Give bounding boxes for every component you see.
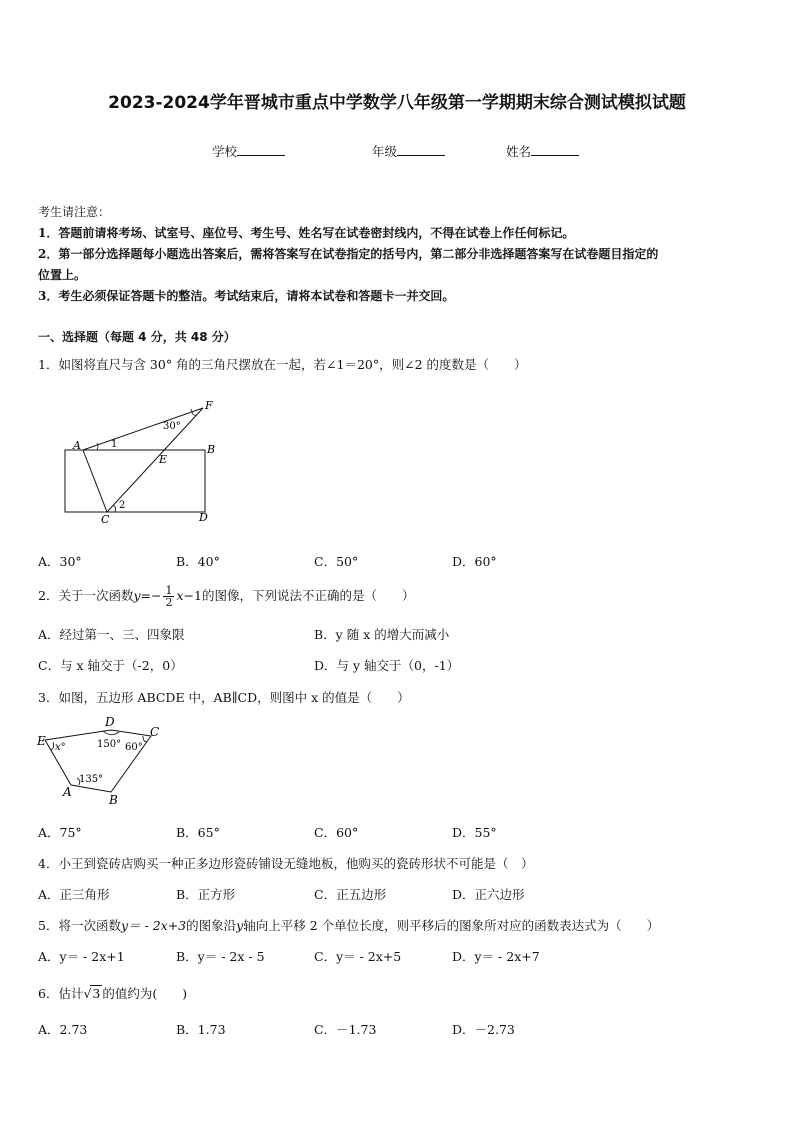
angle-150-arc (103, 731, 119, 735)
q5-option-a[interactable]: A．y＝ - 2x+1 (38, 949, 125, 964)
q3-option-a[interactable]: A．75° (38, 825, 82, 840)
label-d: D (199, 511, 208, 524)
section-heading: 一、选择题（每题 4 分，共 48 分） (38, 330, 236, 344)
label-a: A (73, 439, 81, 452)
q2-stem-pre: 2．关于一次函数 (38, 588, 134, 603)
q5-stem (38, 916, 659, 934)
q6-option-d[interactable]: D．－2.73 (452, 1022, 515, 1037)
q5-function: y＝ - 2x+3 (120, 918, 187, 933)
q2-option-b[interactable]: B．y 随 x 的增大而减小 (314, 627, 450, 642)
label-c: C (101, 513, 110, 526)
notice-item: 1．答题前请将考场、试室号、座位号、考生号、姓名写在试卷密封线内，不得在试卷上作任何标记。 (38, 226, 575, 240)
q5-option-b[interactable]: B．y＝ - 2x - 5 (176, 949, 265, 964)
notice-item: 2．第一部分选择题每小题选出答案后，需将答案写在试卷指定的括号内，第二部分非选择题答案写在试卷题目指定的 (38, 247, 659, 261)
school-label: 学校 (212, 144, 238, 159)
angle2-arc (113, 505, 116, 512)
q6-option-c[interactable]: C．－1.73 (314, 1022, 377, 1037)
q2-option-c[interactable]: C．与 x 轴交于（-2，0） (38, 658, 183, 673)
grade-label: 年级 (372, 144, 398, 159)
page-title: 2023-2024学年晋城市重点中学数学八年级第一学期期末综合测试模拟试题 (108, 93, 686, 113)
q5-stem-pre: 5．将一次函数 (38, 918, 121, 933)
q1-option-a[interactable]: A．30° (38, 554, 82, 569)
triangle-side-af (83, 408, 203, 450)
q2-numerator: 1 (165, 584, 173, 597)
q5-option-c[interactable]: C．y＝ - 2x+5 (314, 949, 402, 964)
label-c: C (150, 725, 160, 739)
notice-item: 3．考生必须保证答题卡的整洁。考试结束后，请将本试卷和答题卡一并交回。 (38, 289, 455, 303)
notice-heading: 考生请注意： (38, 205, 111, 219)
q4-option-d[interactable]: D．正六边形 (452, 887, 525, 902)
name-blank (531, 143, 579, 156)
q6-option-a[interactable]: A．2.73 (38, 1022, 88, 1037)
q2-stem-post: 的图像，下列说法不正确的是（ ） (201, 588, 415, 603)
triangle-side-ac (83, 450, 107, 512)
q4-option-a[interactable]: A．正三角形 (38, 887, 110, 902)
notice-item: 位置上。 (38, 268, 87, 282)
q2-option-d[interactable]: D．与 y 轴交于（0，-1） (314, 658, 460, 673)
q2-denominator: 2 (165, 596, 173, 609)
q2-option-a[interactable]: A．经过第一、三、四象限 (38, 627, 185, 642)
label-b: B (109, 793, 118, 807)
q2-minus-one: −1 (183, 588, 202, 603)
q2-stem (38, 580, 415, 612)
q5-stem-post: 轴向上平移 2 个单位长度，则平移后的图象所对应的函数表达式为（ ） (243, 918, 660, 933)
label-e: E (159, 453, 168, 466)
school-blank (237, 143, 285, 156)
label-d: D (105, 715, 115, 729)
label-f: F (205, 399, 213, 412)
label-135: 135° (79, 774, 104, 785)
q5-axis: y (236, 918, 244, 933)
label-b: B (207, 443, 216, 456)
label-a: A (63, 785, 72, 799)
q3-stem: 3．如图，五边形 ABCDE 中，AB∥CD，则图中 x 的值是（ ） (38, 690, 410, 705)
q4-stem: 4．小王到瓷砖店购买一种正多边形瓷砖铺设无缝地板，他购买的瓷砖形状不可能是（ ） (38, 856, 534, 871)
angle-60-arc (143, 736, 147, 742)
q2-y-var: y (133, 588, 141, 603)
q6-stem (38, 984, 187, 1002)
q3-option-d[interactable]: D．55° (452, 825, 497, 840)
q6-radical: 3 (92, 986, 101, 1001)
name-label: 姓名 (506, 144, 532, 159)
q2-eq: =− (140, 588, 162, 603)
angle-x-arc (51, 742, 54, 750)
school-field (212, 142, 285, 160)
grade-field (372, 142, 445, 160)
q2-x-term: x (176, 588, 184, 603)
label-e: E (37, 734, 46, 748)
q1-option-b[interactable]: B．40° (176, 554, 220, 569)
sqrt-icon: √ (83, 986, 92, 1001)
q1-figure (55, 395, 225, 527)
q3-figure (33, 712, 173, 808)
q4-option-b[interactable]: B．正方形 (176, 887, 236, 902)
angle1-arc (97, 443, 98, 450)
label-150: 150° (97, 739, 122, 750)
q6-option-b[interactable]: B．1.73 (176, 1022, 226, 1037)
q2-fraction (163, 585, 174, 608)
q5-stem-mid: 的图象沿 (186, 918, 237, 933)
name-field (506, 142, 579, 160)
q1-stem: 1．如图将直尺与含 30° 角的三角尺摆放在一起，若∠1＝20°，则∠2 的度数是（ ） (38, 357, 527, 372)
label-angle-30: 30° (163, 421, 181, 432)
q6-stem-pre: 6．估计 (38, 986, 84, 1001)
q3-option-c[interactable]: C．60° (314, 825, 359, 840)
q1-option-c[interactable]: C．50° (314, 554, 359, 569)
q4-option-c[interactable]: C．正五边形 (314, 887, 387, 902)
triangle-side-cf (107, 408, 203, 512)
q3-option-b[interactable]: B．65° (176, 825, 220, 840)
label-angle-2: 2 (119, 500, 126, 511)
label-angle-1: 1 (111, 439, 118, 450)
label-x: x° (55, 742, 66, 753)
label-60: 60° (125, 742, 143, 753)
q6-stem-post: 的值约为( ) (102, 986, 188, 1001)
q5-option-d[interactable]: D．y＝ - 2x+7 (452, 949, 540, 964)
q1-option-d[interactable]: D．60° (452, 554, 497, 569)
grade-blank (397, 143, 445, 156)
